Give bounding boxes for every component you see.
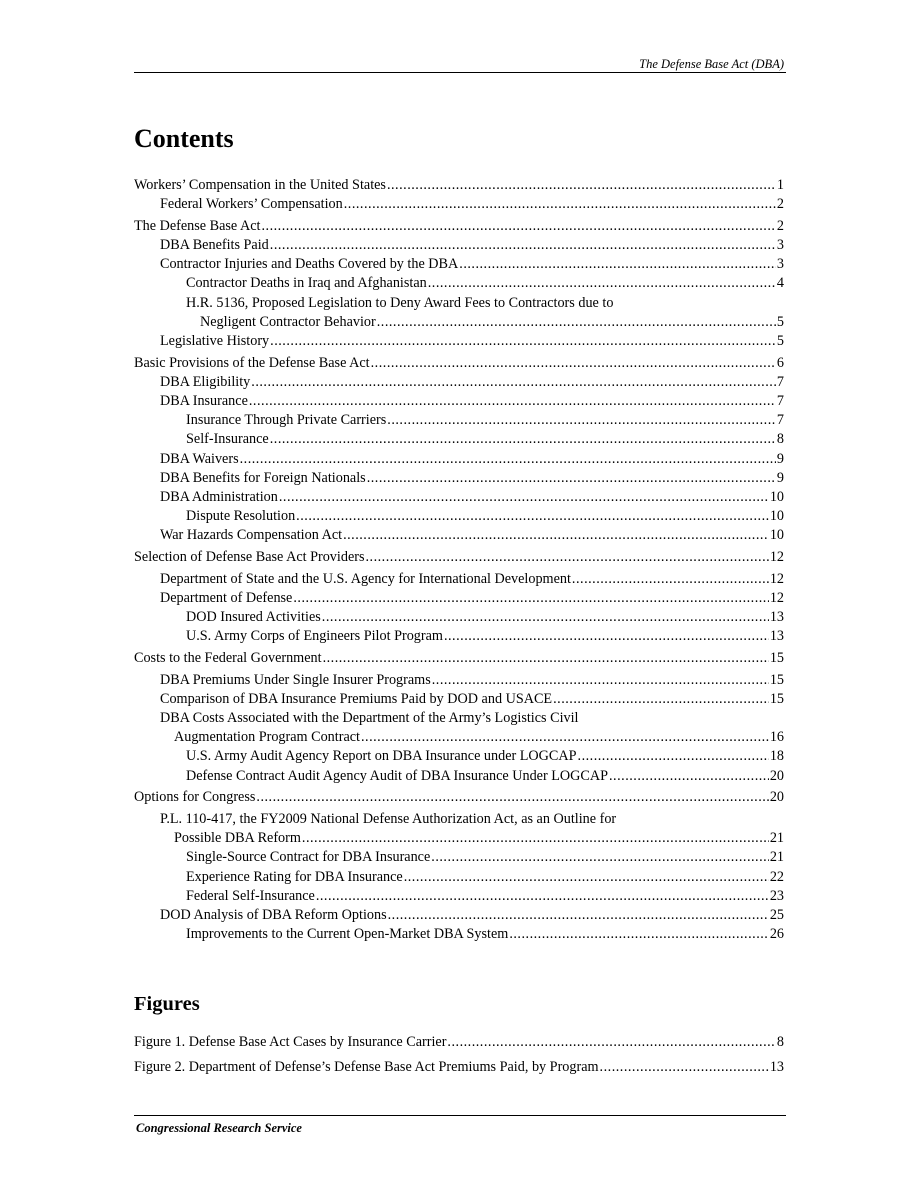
- toc-entry-page: 2: [776, 196, 784, 213]
- toc-entry-label: Dispute Resolution: [186, 508, 296, 525]
- toc-entry[interactable]: [134, 671, 784, 690]
- toc-entry-label: Basic Provisions of the Defense Base Act: [134, 354, 370, 371]
- toc-entry[interactable]: [134, 274, 784, 293]
- toc-entry-page: 25: [769, 906, 784, 923]
- toc-entry-page: 22: [769, 868, 784, 885]
- dot-leader: [270, 430, 776, 449]
- contents-heading: Contents: [134, 124, 234, 153]
- toc-entry-label: DBA Eligibility: [160, 373, 251, 390]
- toc-entry-label: Possible DBA Reform: [174, 830, 301, 847]
- toc-entry-label: DBA Premiums Under Single Insurer Programs: [160, 671, 431, 688]
- figure-entry[interactable]: [134, 1058, 784, 1083]
- dot-leader: [249, 392, 776, 411]
- dot-leader: [609, 767, 769, 786]
- figure-entry-label: Figure 2. Department of Defense’s Defense Base Act Premiums Paid, by Program: [134, 1059, 599, 1075]
- toc-entry-page: 3: [776, 256, 784, 273]
- dot-leader: [388, 906, 769, 925]
- toc-entry-label: Augmentation Program Contract: [174, 729, 360, 746]
- toc-entry-first-line[interactable]: [134, 810, 784, 829]
- toc-entry-label: Workers’ Compensation in the United States: [134, 177, 386, 193]
- toc-entry-page: 20: [769, 789, 784, 806]
- list-of-figures: [134, 1033, 784, 1083]
- toc-entry[interactable]: [134, 392, 784, 411]
- dot-leader: [302, 829, 769, 848]
- figure-entry[interactable]: [134, 1033, 784, 1058]
- dot-leader: [251, 373, 776, 392]
- toc-entry-label: Contractor Injuries and Deaths Covered by the DBA: [160, 256, 459, 273]
- toc-entry-label: DOD Analysis of DBA Reform Options: [160, 906, 387, 923]
- toc-entry[interactable]: [134, 526, 784, 545]
- toc-entry-label: The Defense Base Act: [134, 217, 261, 234]
- toc-entry-page: 12: [769, 549, 784, 566]
- toc-entry-page: 7: [776, 393, 784, 410]
- dot-leader: [293, 589, 768, 608]
- toc-entry-label: Federal Workers’ Compensation: [160, 196, 343, 213]
- toc-entry[interactable]: [134, 887, 784, 906]
- dot-leader: [578, 747, 769, 766]
- toc-entry-label: Options for Congress: [134, 789, 256, 806]
- toc-entry-page: 13: [769, 609, 784, 626]
- toc-entry-page: 5: [776, 333, 784, 349]
- toc-entry-page: 23: [769, 887, 784, 904]
- dot-leader: [261, 217, 775, 236]
- toc-entry-page: 13: [769, 628, 784, 645]
- footer-publisher: Congressional Research Service: [136, 1121, 302, 1135]
- footer-divider: [134, 1115, 786, 1116]
- toc-entry[interactable]: [134, 430, 784, 449]
- toc-entry[interactable]: [134, 747, 784, 766]
- dot-leader: [447, 1033, 775, 1052]
- toc-entry-page: 16: [769, 729, 784, 746]
- toc-entry-page: 7: [776, 373, 784, 390]
- toc-entry-page: 18: [769, 748, 784, 765]
- dot-leader: [377, 313, 776, 332]
- toc-entry-label: Experience Rating for DBA Insurance: [186, 868, 403, 885]
- toc-entry-page: 15: [769, 671, 784, 688]
- toc-entry-page: 6: [776, 354, 784, 371]
- toc-entry[interactable]: [134, 176, 784, 195]
- dot-leader: [270, 236, 776, 255]
- toc-entry-page: 12: [769, 589, 784, 606]
- dot-leader: [432, 671, 769, 690]
- dot-leader: [428, 274, 776, 293]
- toc-entry[interactable]: [134, 548, 784, 567]
- toc-entry-label: Single-Source Contract for DBA Insurance: [186, 849, 431, 866]
- toc-entry-label: Defense Contract Audit Agency Audit of DBA Insurance Under LOGCAP: [186, 767, 608, 784]
- toc-entry-label: P.L. 110-417, the FY2009 National Defense Authorization Act, as an Outline for: [160, 811, 617, 827]
- toc-entry-page: 2: [776, 217, 784, 234]
- toc-entry[interactable]: [134, 570, 784, 589]
- toc-entry-page: 9: [776, 450, 784, 467]
- toc-entry-label: Department of State and the U.S. Agency for International Development: [160, 570, 571, 587]
- dot-leader: [367, 469, 776, 488]
- dot-leader: [431, 848, 769, 867]
- toc-entry[interactable]: [134, 906, 784, 925]
- toc-entry[interactable]: [134, 217, 784, 236]
- table-of-contents: [134, 176, 784, 944]
- dot-leader: [572, 570, 769, 589]
- toc-entry-label: War Hazards Compensation Act: [160, 527, 343, 544]
- toc-entry-page: 3: [776, 237, 784, 254]
- toc-entry-label: Insurance Through Private Carriers: [186, 412, 387, 429]
- toc-entry-page: 15: [769, 650, 784, 666]
- toc-entry-label: Department of Defense: [160, 589, 293, 606]
- toc-entry[interactable]: [134, 728, 784, 747]
- dot-leader: [279, 488, 769, 507]
- toc-entry-page: 15: [769, 690, 784, 707]
- dot-leader: [270, 332, 776, 351]
- toc-entry[interactable]: [134, 450, 784, 469]
- toc-entry[interactable]: [134, 925, 784, 944]
- toc-entry-label: DBA Administration: [160, 489, 278, 505]
- toc-entry-label: Selection of Defense Base Act Providers: [134, 549, 365, 566]
- toc-entry-label: DBA Insurance: [160, 393, 248, 410]
- dot-leader: [600, 1058, 769, 1077]
- toc-entry-page: 20: [769, 767, 784, 784]
- toc-entry-label: Improvements to the Current Open-Market DBA System: [186, 926, 509, 943]
- toc-entry[interactable]: [134, 767, 784, 786]
- toc-entry-page: 21: [769, 830, 784, 847]
- toc-entry-page: 21: [769, 849, 784, 866]
- toc-entry-page: 8: [776, 431, 784, 448]
- toc-entry-label: U.S. Army Corps of Engineers Pilot Program: [186, 628, 443, 645]
- toc-entry[interactable]: [134, 589, 784, 608]
- figure-entry-label: Figure 1. Defense Base Act Cases by Insurance Carrier: [134, 1034, 447, 1050]
- toc-entry[interactable]: [134, 373, 784, 392]
- toc-entry-page: 10: [769, 508, 784, 525]
- toc-entry[interactable]: [134, 411, 784, 430]
- dot-leader: [459, 255, 776, 274]
- figure-entry-page: 8: [776, 1034, 784, 1050]
- toc-entry[interactable]: [134, 788, 784, 807]
- toc-entry-label: H.R. 5136, Proposed Legislation to Deny Award Fees to Contractors due to: [186, 294, 614, 311]
- toc-entry-label: Contractor Deaths in Iraq and Afghanistan: [186, 275, 427, 292]
- running-header-title: The Defense Base Act (DBA): [639, 57, 784, 71]
- toc-entry[interactable]: [134, 255, 784, 274]
- toc-entry-label: DBA Benefits for Foreign Nationals: [160, 469, 366, 486]
- toc-entry-label: DBA Costs Associated with the Department of the Army’s Logistics Civil: [160, 710, 579, 727]
- toc-entry-page: 10: [769, 489, 784, 505]
- toc-entry-label: Legislative History: [160, 333, 270, 349]
- toc-entry[interactable]: [134, 313, 784, 332]
- figures-heading: Figures: [134, 993, 200, 1015]
- dot-leader: [240, 450, 776, 469]
- toc-entry-label: U.S. Army Audit Agency Report on DBA Insurance under LOGCAP: [186, 748, 577, 765]
- toc-entry[interactable]: [134, 236, 784, 255]
- toc-entry[interactable]: [134, 868, 784, 887]
- toc-entry-page: 1: [776, 177, 784, 193]
- toc-entry-label: Self-Insurance: [186, 431, 269, 448]
- toc-entry-page: 4: [776, 275, 784, 292]
- dot-leader: [553, 690, 769, 709]
- toc-entry-page: 12: [769, 570, 784, 587]
- toc-entry-label: DBA Benefits Paid: [160, 237, 269, 254]
- dot-leader: [404, 868, 769, 887]
- dot-leader: [361, 728, 769, 747]
- toc-entry-first-line[interactable]: [134, 709, 784, 728]
- toc-entry-page: 9: [776, 469, 784, 486]
- dot-leader: [343, 526, 769, 545]
- dot-leader: [371, 354, 776, 373]
- toc-entry[interactable]: [134, 469, 784, 488]
- toc-entry-page: 5: [776, 313, 784, 330]
- dot-leader: [509, 925, 768, 944]
- dot-leader: [387, 411, 776, 430]
- toc-entry[interactable]: [134, 507, 784, 526]
- toc-entry-first-line[interactable]: [134, 294, 784, 313]
- toc-entry[interactable]: [134, 488, 784, 507]
- dot-leader: [316, 887, 769, 906]
- dot-leader: [444, 627, 769, 646]
- toc-entry-label: Comparison of DBA Insurance Premiums Paid by DOD and USACE: [160, 690, 553, 707]
- toc-entry[interactable]: [134, 649, 784, 668]
- toc-entry-page: 10: [769, 527, 784, 544]
- header-divider: [134, 72, 786, 73]
- toc-entry[interactable]: [134, 354, 784, 373]
- toc-entry[interactable]: [134, 195, 784, 214]
- toc-entry[interactable]: [134, 608, 784, 627]
- toc-entry-label: Federal Self-Insurance: [186, 887, 315, 904]
- dot-leader: [322, 608, 769, 627]
- toc-entry-page: 26: [769, 926, 784, 943]
- toc-entry[interactable]: [134, 848, 784, 867]
- dot-leader: [323, 649, 769, 668]
- dot-leader: [256, 788, 768, 807]
- toc-entry[interactable]: [134, 332, 784, 351]
- toc-entry-page: 7: [776, 412, 784, 429]
- toc-entry[interactable]: [134, 829, 784, 848]
- dot-leader: [365, 548, 768, 567]
- toc-entry-label: Costs to the Federal Government: [134, 650, 322, 666]
- figure-entry-page: 13: [769, 1059, 784, 1075]
- toc-entry-label: DOD Insured Activities: [186, 609, 321, 626]
- dot-leader: [296, 507, 769, 526]
- toc-entry-label: Negligent Contractor Behavior: [200, 313, 376, 330]
- dot-leader: [387, 176, 776, 195]
- toc-entry[interactable]: [134, 627, 784, 646]
- dot-leader: [344, 195, 776, 214]
- toc-entry-label: DBA Waivers: [160, 450, 239, 467]
- toc-entry[interactable]: [134, 690, 784, 709]
